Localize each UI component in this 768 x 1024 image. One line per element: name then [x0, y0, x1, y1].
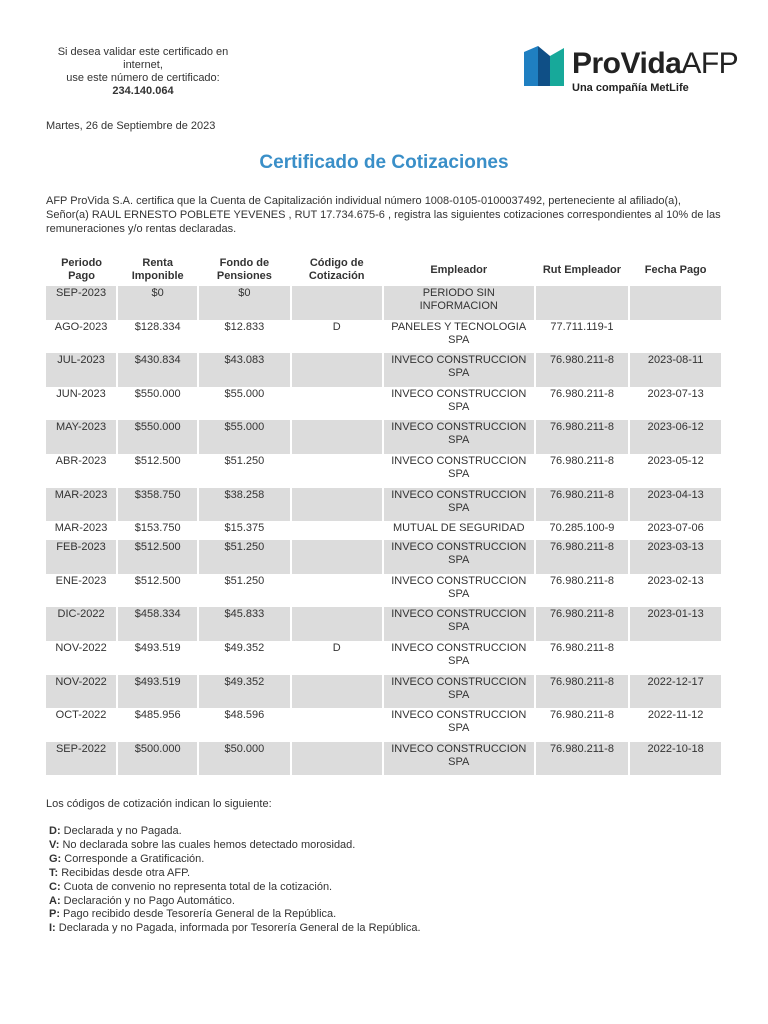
table-row: [46, 607, 722, 641]
cell-rut: 76.980.211-8: [535, 641, 630, 675]
cell-empleador: INVECO CONSTRUCCION SPA: [383, 488, 535, 522]
cell-periodo: SEP-2023: [46, 286, 117, 320]
cell-periodo: JUN-2023: [46, 387, 117, 421]
cell-codigo: [291, 488, 383, 522]
cell-periodo: MAY-2023: [46, 420, 117, 454]
code-description: Declarada y no Pagada, informada por Tesorería General de la República.: [55, 922, 421, 935]
code-description: Pago recibido desde Tesorería General de la República.: [60, 908, 337, 921]
code-legend-item: [49, 867, 421, 881]
cell-periodo: MAR-2023: [46, 521, 117, 540]
code-legend-item: [49, 908, 421, 922]
validation-text-line2: use este número de certificado:: [66, 72, 220, 84]
code-legend-item: [49, 825, 421, 839]
cell-fecha: [629, 641, 722, 675]
cell-renta: $493.519: [117, 675, 198, 709]
cell-fondo: $55.000: [198, 420, 290, 454]
cell-fecha: 2023-04-13: [629, 488, 722, 522]
cell-periodo: SEP-2022: [46, 742, 117, 776]
cell-renta: $458.334: [117, 607, 198, 641]
cell-fondo: $49.352: [198, 675, 290, 709]
cell-empleador: INVECO CONSTRUCCION SPA: [383, 420, 535, 454]
cell-rut: 76.980.211-8: [535, 675, 630, 709]
code-letter: V:: [49, 838, 60, 851]
header-fecha-pago: Fecha Pago: [644, 263, 707, 276]
cell-fondo: $50.000: [198, 742, 290, 776]
brand-name: [572, 46, 738, 82]
code-legend-item: [49, 922, 421, 936]
cell-fecha: 2023-07-13: [629, 387, 722, 421]
cell-fondo: $45.833: [198, 607, 290, 641]
cell-fondo: $51.250: [198, 454, 290, 488]
table-row: [46, 488, 722, 522]
cell-periodo: JUL-2023: [46, 353, 117, 387]
cell-periodo: AGO-2023: [46, 320, 117, 354]
brand-name-provida: ProVida: [572, 47, 682, 80]
cell-renta: $493.519: [117, 641, 198, 675]
cell-fondo: $0: [198, 286, 290, 320]
cell-codigo: [291, 454, 383, 488]
table-row: [46, 641, 722, 675]
cell-renta: $128.334: [117, 320, 198, 354]
cell-renta: $0: [117, 286, 198, 320]
code-legend-item: [49, 839, 421, 853]
cell-fondo: $51.250: [198, 540, 290, 574]
cell-empleador: INVECO CONSTRUCCION SPA: [383, 607, 535, 641]
cell-periodo: ABR-2023: [46, 454, 117, 488]
code-description: Declarada y no Pagada.: [60, 825, 182, 837]
cell-rut: [535, 286, 630, 320]
code-description: Corresponde a Gratificación.: [61, 852, 205, 865]
cell-renta: $512.500: [117, 540, 198, 574]
cell-periodo: MAR-2023: [46, 488, 117, 522]
table-row: [46, 286, 722, 320]
certificate-date: Martes, 26 de Septiembre de 2023: [46, 120, 216, 132]
cell-empleador: INVECO CONSTRUCCION SPA: [383, 675, 535, 709]
cell-fecha: 2022-10-18: [629, 742, 722, 776]
cell-empleador: INVECO CONSTRUCCION SPA: [383, 574, 535, 608]
cell-rut: 76.980.211-8: [535, 607, 630, 641]
cell-fecha: 2023-01-13: [629, 607, 722, 641]
codes-legend: [49, 825, 421, 936]
cell-renta: $512.500: [117, 454, 198, 488]
cell-periodo: OCT-2022: [46, 708, 117, 742]
cell-fondo: $55.000: [198, 387, 290, 421]
codes-intro-text: Los códigos de cotización indican lo siguiente:: [46, 798, 272, 810]
cell-empleador: MUTUAL DE SEGURIDAD: [383, 521, 535, 540]
cell-fecha: 2022-12-17: [629, 675, 722, 709]
provida-logo-mark-icon: [524, 46, 564, 86]
cell-fecha: 2023-05-12: [629, 454, 722, 488]
cell-rut: 76.980.211-8: [535, 454, 630, 488]
header-renta-imponible: Renta Imponible: [131, 257, 184, 282]
cell-empleador: INVECO CONSTRUCCION SPA: [383, 540, 535, 574]
cell-codigo: D: [291, 320, 383, 354]
cell-periodo: FEB-2023: [46, 540, 117, 574]
validation-text-line1: Si desea validar este certificado en internet,: [57, 46, 229, 71]
header-periodo-pago: Periodo Pago: [61, 257, 103, 282]
code-letter: D:: [49, 825, 61, 837]
cell-rut: 77.711.119-1: [535, 320, 630, 354]
cell-periodo: DIC-2022: [46, 607, 117, 641]
cell-fondo: $15.375: [198, 521, 290, 540]
header-empleador: Empleador: [430, 263, 488, 276]
table-row: [46, 353, 722, 387]
cell-rut: 76.980.211-8: [535, 708, 630, 742]
code-letter: P:: [49, 908, 60, 921]
cell-fecha: 2023-08-11: [629, 353, 722, 387]
code-legend-item: [49, 881, 421, 895]
table-row: [46, 675, 722, 709]
certificate-validation-note: [48, 46, 238, 98]
table-row: [46, 420, 722, 454]
cell-fecha: [629, 320, 722, 354]
cell-renta: $153.750: [117, 521, 198, 540]
cell-periodo: NOV-2022: [46, 641, 117, 675]
cell-codigo: [291, 420, 383, 454]
certificate-number: 234.140.064: [112, 85, 174, 97]
table-row: [46, 574, 722, 608]
code-letter: T:: [49, 866, 59, 879]
cell-periodo: NOV-2022: [46, 675, 117, 709]
cell-renta: $358.750: [117, 488, 198, 522]
cell-rut: 70.285.100-9: [535, 521, 630, 540]
cell-periodo: ENE-2023: [46, 574, 117, 608]
cell-fondo: $43.083: [198, 353, 290, 387]
cell-fecha: 2022-11-12: [629, 708, 722, 742]
cell-fondo: $51.250: [198, 574, 290, 608]
cell-empleador: INVECO CONSTRUCCION SPA: [383, 708, 535, 742]
code-description: Recibidas desde otra AFP.: [58, 866, 191, 879]
table-row: [46, 521, 722, 540]
contributions-table: [46, 254, 723, 775]
page-title: Certificado de Cotizaciones: [259, 152, 509, 173]
table-row: [46, 708, 722, 742]
code-letter: A:: [49, 894, 61, 907]
table-row: [46, 742, 722, 776]
cell-empleador: PERIODO SIN INFORMACION: [383, 286, 535, 320]
cell-fondo: $49.352: [198, 641, 290, 675]
table-row: [46, 387, 722, 421]
table-row: [46, 320, 722, 354]
code-legend-item: [49, 895, 421, 909]
provida-logo: [524, 44, 739, 100]
cell-codigo: [291, 607, 383, 641]
cell-fecha: 2023-07-06: [629, 521, 722, 540]
cell-codigo: [291, 742, 383, 776]
brand-tagline: Una compañía MetLife: [572, 82, 689, 94]
cell-renta: $550.000: [117, 387, 198, 421]
cell-codigo: [291, 675, 383, 709]
cell-rut: 76.980.211-8: [535, 420, 630, 454]
cell-codigo: [291, 708, 383, 742]
cell-codigo: [291, 521, 383, 540]
code-description: No declarada sobre las cuales hemos detectado morosidad.: [59, 838, 356, 851]
cell-renta: $550.000: [117, 420, 198, 454]
table-row: [46, 540, 722, 574]
code-letter: I:: [49, 922, 56, 935]
cell-fecha: 2023-06-12: [629, 420, 722, 454]
cell-empleador: INVECO CONSTRUCCION SPA: [383, 387, 535, 421]
certificate-intro-text: AFP ProVida S.A. certifica que la Cuenta de Capitalización individual número 1008-0105-0100037492, perteneciente al afiliado(a), Señor(a) RAUL ERNESTO POBLETE YEVENES , RUT 17.734.675-6 , registra las siguientes cotizaciones correspondientes al 10% de las remuneraciones y/o rentas declaradas.: [46, 195, 721, 235]
cell-renta: $485.956: [117, 708, 198, 742]
cell-rut: 76.980.211-8: [535, 353, 630, 387]
cell-fecha: [629, 286, 722, 320]
header-rut-empleador: Rut Empleador: [542, 263, 622, 276]
cell-codigo: [291, 286, 383, 320]
table-row: [46, 454, 722, 488]
cell-fondo: $48.596: [198, 708, 290, 742]
cell-fecha: 2023-03-13: [629, 540, 722, 574]
code-description: Cuota de convenio no representa total de la cotización.: [60, 880, 333, 893]
cell-empleador: INVECO CONSTRUCCION SPA: [383, 641, 535, 675]
code-letter: G:: [49, 852, 62, 865]
cell-fondo: $38.258: [198, 488, 290, 522]
cell-empleador: INVECO CONSTRUCCION SPA: [383, 353, 535, 387]
header-fondo-pensiones: Fondo de Pensiones: [216, 257, 272, 282]
cell-codigo: [291, 387, 383, 421]
code-legend-item: [49, 853, 421, 867]
cell-rut: 76.980.211-8: [535, 540, 630, 574]
cell-renta: $512.500: [117, 574, 198, 608]
cell-codigo: [291, 353, 383, 387]
cell-fecha: 2023-02-13: [629, 574, 722, 608]
cell-empleador: PANELES Y TECNOLOGIA SPA: [383, 320, 535, 354]
cell-rut: 76.980.211-8: [535, 742, 630, 776]
cell-fondo: $12.833: [198, 320, 290, 354]
brand-name-afp: AFP: [681, 47, 739, 80]
cell-empleador: INVECO CONSTRUCCION SPA: [383, 742, 535, 776]
cell-codigo: [291, 574, 383, 608]
cell-codigo: D: [291, 641, 383, 675]
cell-empleador: INVECO CONSTRUCCION SPA: [383, 454, 535, 488]
code-letter: C:: [49, 880, 61, 893]
cell-renta: $430.834: [117, 353, 198, 387]
cell-rut: 76.980.211-8: [535, 387, 630, 421]
header-codigo-cotizacion: Código de Cotización: [308, 257, 365, 282]
cell-rut: 76.980.211-8: [535, 488, 630, 522]
cell-codigo: [291, 540, 383, 574]
table-header-row: [46, 254, 722, 286]
cell-rut: 76.980.211-8: [535, 574, 630, 608]
cell-renta: $500.000: [117, 742, 198, 776]
code-description: Declaración y no Pago Automático.: [60, 894, 235, 907]
